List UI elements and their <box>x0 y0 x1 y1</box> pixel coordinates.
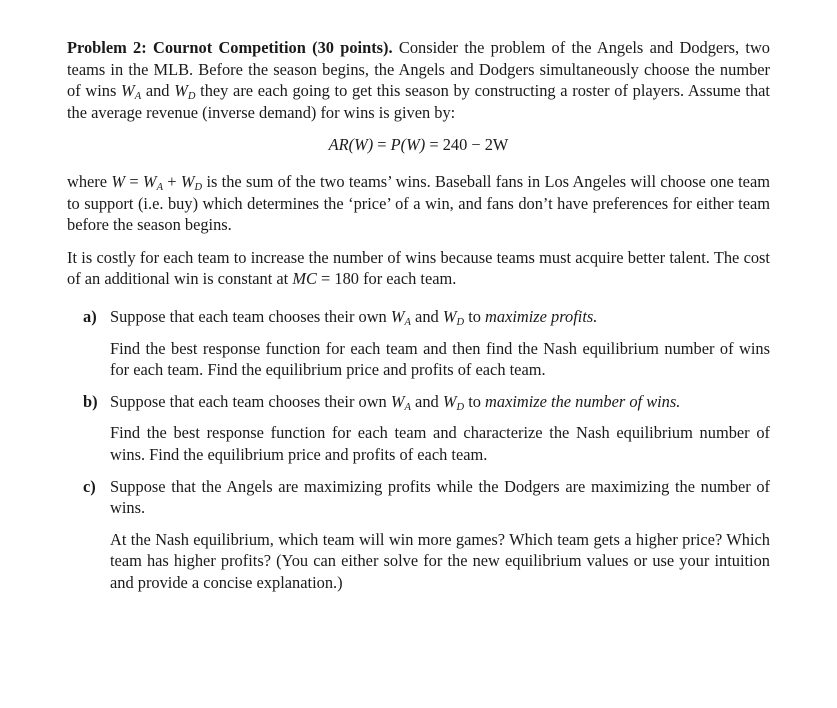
part-question: Suppose that each team chooses their own $W_A$ and $W_D$ to maximize profits. <box>110 306 598 328</box>
intro-text: Consider the problem of the Angels and Dodgers, two teams in the MLB. Before the season begins, the Angels and Dodgers simultaneously choose the number of wins <box>67 38 770 101</box>
var-wd: $W_D$ <box>174 81 196 103</box>
part-detail: At the Nash equilibrium, which team will win more games? Which team gets a higher price? Which team has higher profits? (You can either solve for the new equilibrium values or use your intuition and provide a concise explanation.) <box>110 529 770 592</box>
part-label: a) <box>83 306 97 326</box>
problem-document <box>67 37 770 603</box>
problem-parts <box>83 306 770 594</box>
part-detail: Find the best response function for each team and then find the Nash equilibrium number of wins for each team. Find the equilibrium price and profits of each team. <box>110 338 770 380</box>
part-label: b) <box>83 391 98 411</box>
part-question: Suppose that the Angels are maximizing profits while the Dodgers are maximizing the number of wins. <box>110 476 770 518</box>
part-label: c) <box>83 476 96 496</box>
part-b <box>83 391 770 466</box>
demand-equation: AR(W) = P(W) = 240 − 2W <box>328 135 509 155</box>
part-question: Suppose that each team chooses their own $W_A$ and $W_D$ to maximize the number of wins. <box>110 391 681 413</box>
intro-tail: they are each going to get this season by constructing a roster of players. Assume that the average revenue (inverse demand) for wins is given by: <box>67 81 770 122</box>
problem-title: Problem 2: Cournot Competition (30 points). <box>67 38 393 57</box>
where-paragraph: where $W = W_A + W_D$ is the sum of the two teams’ wins. Baseball fans in Los Angeles will choose one team to support (i.e. buy) which determines the ‘price’ of a win, and fans don’t have preferences for either team before the season begins. <box>67 171 770 235</box>
part-c <box>83 476 770 594</box>
problem-intro: Problem 2: Cournot Competition (30 points). Consider the problem of the Angels and Dodgers, two teams in the MLB. Before the season begins, the Angels and Dodgers simultaneously choose the number of wins $W_A$ and $W_D$ they are each going to get this season by constructing a roster of players. Assume that the average revenue (inverse demand) for wins is given by: <box>67 38 770 122</box>
part-a <box>83 306 770 381</box>
cost-paragraph: It is costly for each team to increase the number of wins because teams must acquire better talent. The cost of an additional win is constant at MC = 180 for each team. <box>67 247 770 289</box>
part-detail: Find the best response function for each team and characterize the Nash equilibrium number of wins. Find the equilibrium price and profits of each team. <box>110 423 770 464</box>
var-wa: $W_A$ <box>121 81 142 103</box>
